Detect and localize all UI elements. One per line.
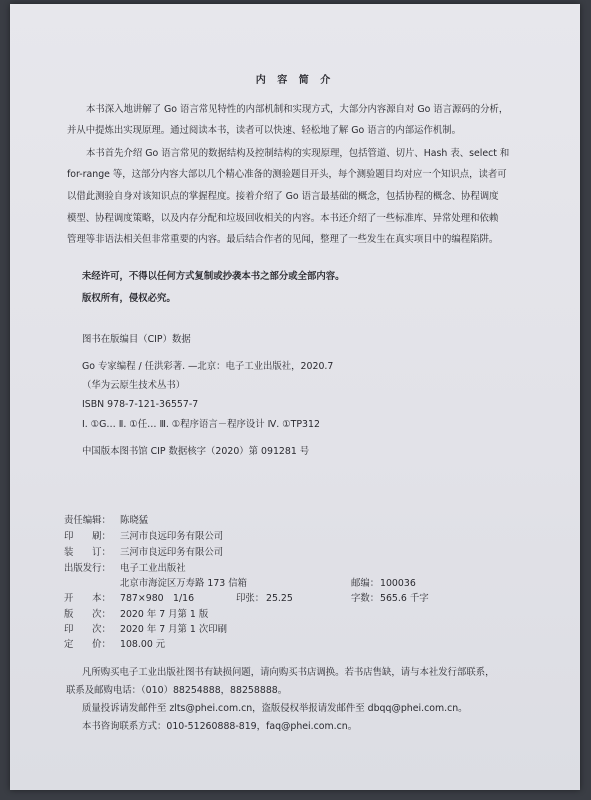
printing-label: 印 次：	[64, 624, 111, 635]
cip-bibliographic-line: Go 专家编程 / 任洪彩著. —北京：电子工业出版社，2020.7	[82, 361, 334, 372]
summary-heading: 内 容 简 介	[255, 75, 335, 86]
print-value: 三河市良远印务有限公司	[120, 531, 224, 542]
words-label: 字数：	[351, 593, 380, 604]
summary-p2-line4: 模型、协程调度策略，以及内存分配和垃圾回收相关的内容。本书还介绍了一些标准库、异常处理和依赖	[67, 213, 499, 224]
complaint-emails: 质量投诉请发邮件至 zlts@phei.com.cn，盗版侵权举报请发邮件至 dbqq@phei.com.cn。	[82, 703, 468, 714]
format-label: 开 本：	[64, 593, 111, 604]
mail-order-phone: 联系及邮购电话：（010）88254888，88258888。	[66, 685, 288, 696]
address-value: 北京市海淀区万寿路 173 信箱	[120, 578, 247, 589]
binding-label: 装 订：	[64, 547, 111, 558]
price-label: 定 价：	[64, 639, 111, 650]
summary-p2-line1: 本书首先介绍 Go 语言常见的数据结构及控制结构的实现原理，包括管道、切片、Hash 表、select 和	[86, 148, 510, 159]
summary-p1-line1: 本书深入地讲解了 Go 语言常见特性的内部机制和实现方式，大部分内容源自对 Go 语言源码的分析，	[86, 104, 509, 115]
words-value: 565.6 千字	[380, 593, 429, 604]
editor-value: 陈晓猛	[120, 515, 149, 526]
printing-value: 2020 年 7 月第 1 次印刷	[120, 624, 227, 635]
copyright-notice: 未经许可，不得以任何方式复制或抄袭本书之部分或全部内容。	[82, 271, 345, 282]
book-copyright-page	[10, 4, 580, 790]
binding-value: 三河市良远印务有限公司	[120, 547, 224, 558]
cip-record-number: 中国版本图书馆 CIP 数据核字（2020）第 091281 号	[82, 446, 310, 457]
publishing-info	[64, 514, 544, 649]
cip-series: （华为云原生技术丛书）	[82, 380, 186, 391]
postcode-label: 邮编：	[351, 578, 380, 589]
format-value: 787×980 1/16	[120, 593, 195, 604]
summary-p2-line3: 以借此测验自身对该知识点的掌握程度。接着介绍了 Go 语言最基础的概念，包括协程的概念、协程调度	[67, 191, 499, 202]
editor-label: 责任编辑：	[64, 515, 111, 526]
publisher-value: 电子工业出版社	[120, 563, 186, 574]
returns-notice: 凡所购买电子工业出版社图书有缺损问题，请向购买书店调换。若书店售缺，请与本社发行部联系，	[82, 667, 495, 678]
sheets-label: 印张：	[236, 593, 265, 604]
sheets-value: 25.25	[266, 593, 293, 604]
cip-heading: 图书在版编目（CIP）数据	[82, 334, 191, 345]
edition-label: 版 次：	[64, 609, 111, 620]
cip-classification: Ⅰ. ①G… Ⅱ. ①任… Ⅲ. ①程序语言－程序设计 Ⅳ. ①TP312	[82, 419, 320, 430]
summary-p2-line5: 管理等非语法相关但非常重要的内容。最后结合作者的见闻，整理了一些发生在真实项目中的编程陷阱。	[67, 234, 499, 245]
rights-reserved: 版权所有，侵权必究。	[82, 293, 176, 304]
postcode-value: 100036	[380, 578, 416, 589]
publisher-label: 出版发行：	[64, 563, 111, 574]
summary-p2-line2: for-range 等，这部分内容大部以几个精心准备的测验题目开头，每个测验题目均对应一个知识点，读者可	[67, 169, 507, 180]
edition-value: 2020 年 7 月第 1 版	[120, 609, 209, 620]
inquiry-contact: 本书咨询联系方式：010-51260888-819，faq@phei.com.cn。	[82, 721, 358, 732]
summary-p1-line2: 并从中提炼出实现原理。通过阅读本书，读者可以快速、轻松地了解 Go 语言的内部运作机制。	[67, 125, 461, 136]
print-label: 印 刷：	[64, 531, 111, 542]
cip-isbn: ISBN 978-7-121-36557-7	[82, 399, 199, 410]
price-value: 108.00 元	[120, 639, 166, 650]
